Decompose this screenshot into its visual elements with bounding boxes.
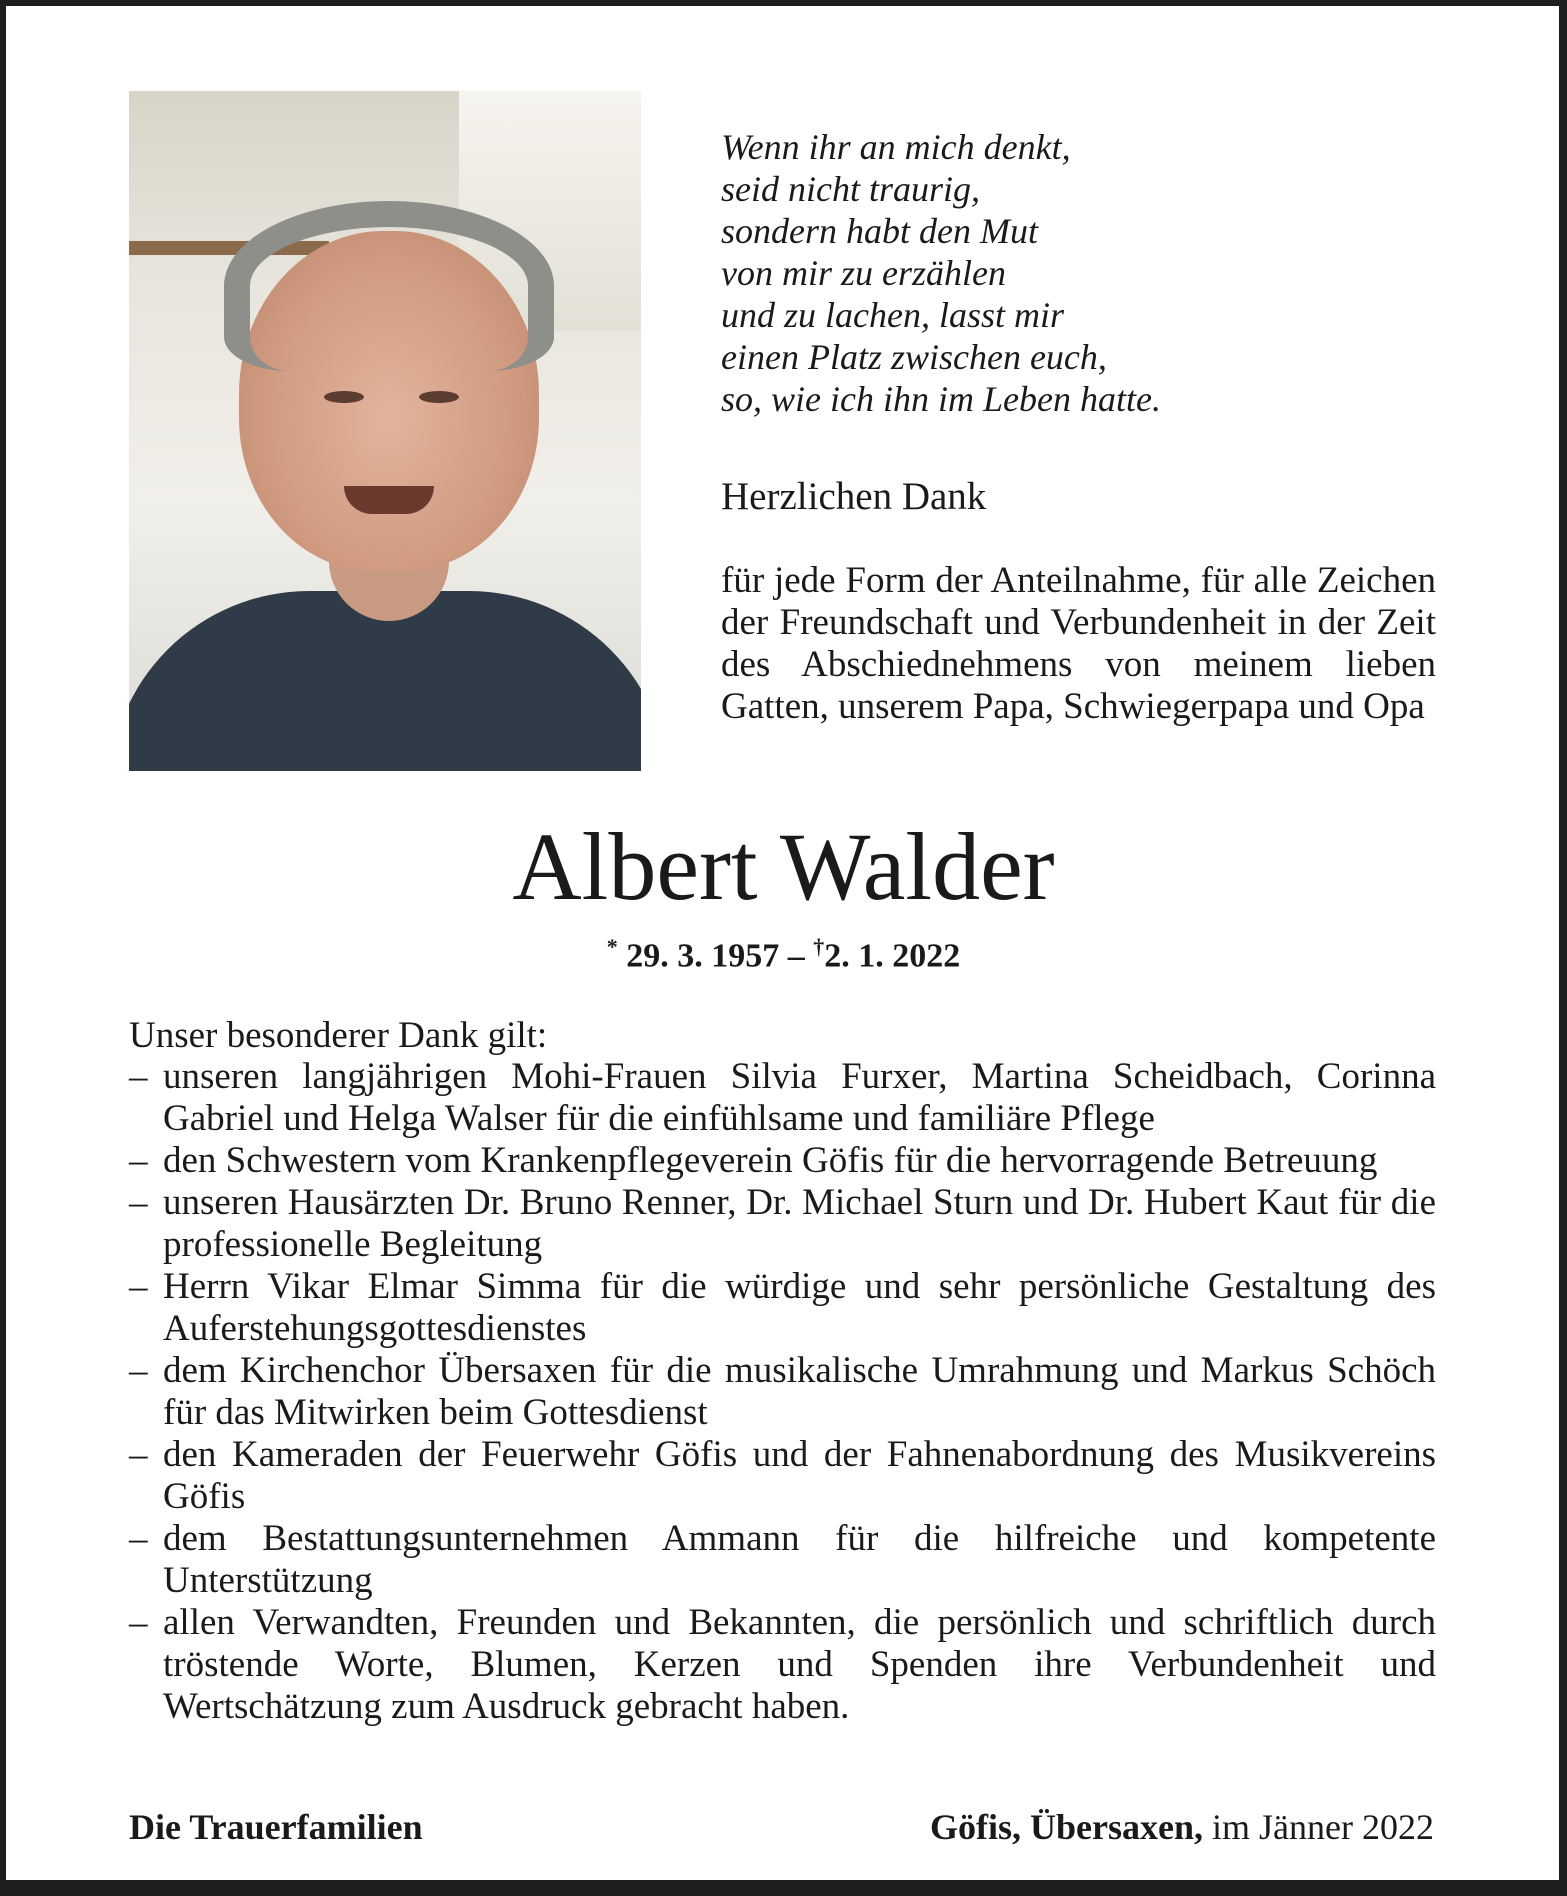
list-item: – unseren langjährigen Mohi-Frauen Silvia Furxer, Martina Scheidbach, Corinna Gabriel und Helga Walser für die einfühlsame und familiäre Pflege [129, 1056, 1436, 1139]
list-item: – allen Verwandten, Freunden und Bekannten, die persönlich und schriftlich durch tröstende Worte, Blumen, Kerzen und Spenden ihre Verbundenheit und Wertschätzung zum Ausdruck gebracht haben. [129, 1602, 1436, 1727]
birth-symbol: * [606, 934, 618, 959]
death-date: 2. 1. 2022 [824, 937, 961, 975]
date-separator: – [787, 937, 805, 975]
list-item: – dem Bestattungsunternehmen Ammann für die hilfreiche und kompetente Unterstützung [129, 1518, 1436, 1601]
death-symbol: † [813, 934, 825, 959]
thanks-list [129, 1056, 1436, 1728]
poem [721, 126, 1161, 420]
poem-line: Wenn ihr an mich denkt, [721, 127, 1071, 167]
poem-line: einen Platz zwischen euch, [721, 337, 1107, 377]
poem-line: so, wie ich ihn im Leben hatte. [721, 379, 1161, 419]
place-date [930, 1806, 1434, 1848]
poem-line: und zu lachen, lasst mir [721, 295, 1065, 335]
list-item: – Herrn Vikar Elmar Simma für die würdige und sehr persönliche Gestaltung des Auferstehungsgottesdienstes [129, 1266, 1436, 1349]
poem-line: von mir zu erzählen [721, 253, 1006, 293]
thanks-paragraph: für jede Form der Anteilnahme, für alle Zeichen der Freundschaft und Verbundenheit in der Zeit des Abschiednehmens von meinem lieben Gatten, unserem Papa, Schwiegerpapa und Opa [721, 560, 1436, 727]
life-dates [0, 934, 1567, 975]
deceased-name: Albert Walder [512, 813, 1055, 920]
thanks-heading: Herzlichen Dank [721, 475, 987, 518]
signature-families: Die Trauerfamilien [129, 1807, 423, 1847]
portrait-photo [129, 91, 641, 771]
list-item: – den Schwestern vom Krankenpflegeverein Göfis für die hervorragende Betreuung [129, 1140, 1378, 1181]
poem-line: sondern habt den Mut [721, 211, 1038, 251]
list-item: – dem Kirchenchor Übersaxen für die musikalische Umrahmung und Markus Schöch für das Mitwirken beim Gottesdienst [129, 1350, 1436, 1433]
list-item: – unseren Hausärzten Dr. Bruno Renner, Dr. Michael Sturn und Dr. Hubert Kaut für die professionelle Begleitung [129, 1182, 1436, 1265]
thanks-intro: Unser besonderer Dank gilt: [129, 1015, 548, 1056]
place: Göfis, Übersaxen, [930, 1807, 1204, 1847]
date: im Jänner 2022 [1212, 1807, 1434, 1847]
birth-date: 29. 3. 1957 [626, 937, 780, 975]
poem-line: seid nicht traurig, [721, 169, 980, 209]
list-item: – den Kameraden der Feuerwehr Göfis und der Fahnenabordnung des Musikvereins Göfis [129, 1434, 1436, 1517]
